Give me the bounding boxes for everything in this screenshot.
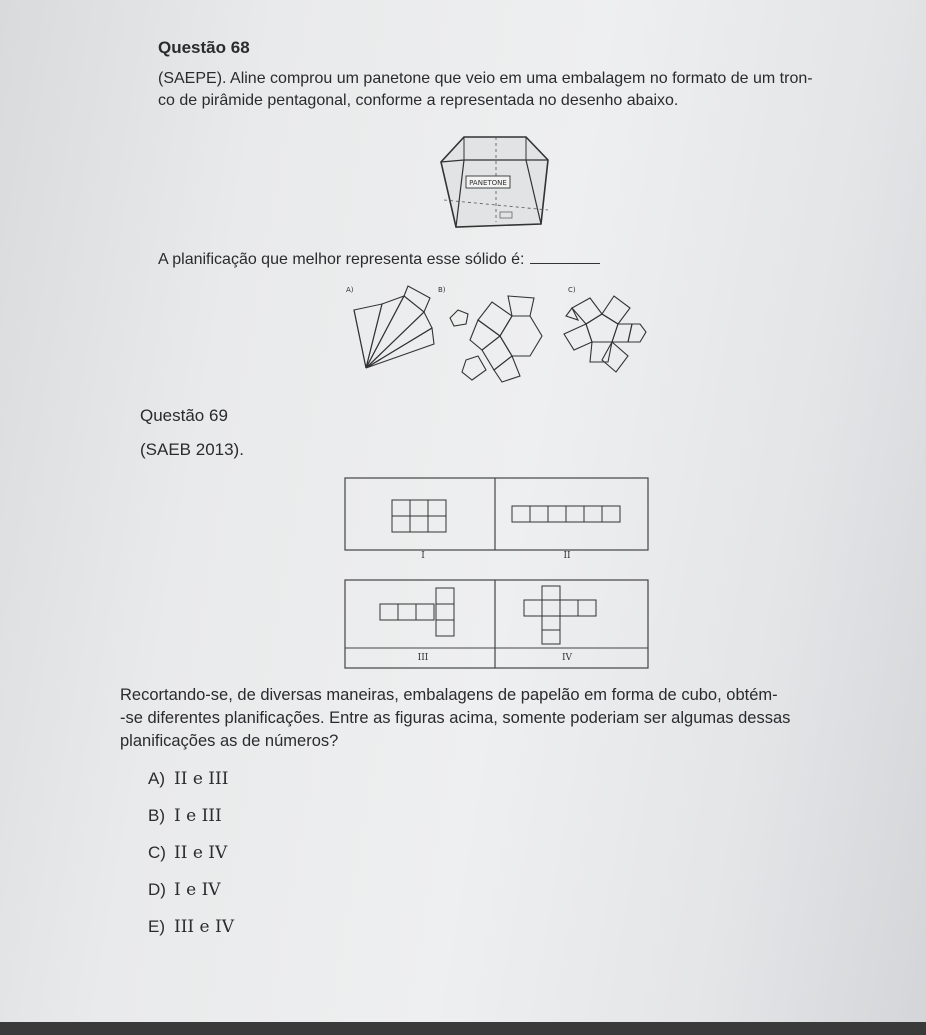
panel-III-label: III [417,653,429,663]
frustum-figure [436,132,556,237]
option-letter: A) [148,768,165,788]
net-a [354,286,434,368]
question-68-line-1: (SAEPE). Aline comprou um panetone que veio em uma embalagem no formato de um tron- [158,70,813,87]
question-69-line-1: Recortando-se, de diversas maneiras, embalagens de papelão em forma de cubo, obtém- [120,686,778,704]
option-text: I e IV [174,879,221,900]
option-d[interactable] [148,871,234,908]
option-letter: C) [148,842,166,862]
prompt-text: A planificação que melhor representa esse sólido é: [158,251,525,268]
panel-IV-label: IV [561,653,573,663]
panel-II-label: II [563,551,571,561]
option-a[interactable] [148,760,234,797]
answer-blank [530,263,600,264]
question-69-line-2: -se diferentes planificações. Entre as figuras acima, somente poderiam ser algumas dessas [120,709,791,727]
question-69-title: Questão 69 [140,406,228,425]
option-text: II e IV [174,842,228,863]
option-text: II e III [174,768,229,789]
question-68-line-2: co de pirâmide pentagonal, conforme a representada no desenho abaixo. [158,92,679,109]
net-b-label: B) [438,286,446,294]
question-69-line-3: planificações as de números? [120,732,339,750]
cube-nets-figure [340,476,660,672]
net-a-label: A) [346,286,354,294]
option-letter: D) [148,879,166,899]
net-c [564,296,646,372]
option-letter: E) [148,916,165,936]
question-69-source: (SAEB 2013). [140,440,244,459]
option-text: III e IV [174,916,235,937]
option-c[interactable] [148,834,234,871]
net-IV [524,586,596,644]
option-e[interactable] [148,908,234,945]
net-III [380,588,454,636]
net-I [392,500,446,532]
net-b [450,296,542,382]
panel-I-label: I [421,551,425,561]
option-b[interactable] [148,797,234,834]
answer-options [148,760,234,945]
panetone-label: PANETONE [469,179,507,187]
option-letter: B) [148,805,165,825]
question-68-title: Questão 68 [158,38,250,57]
table-edge [0,1022,926,1035]
nets-figure [340,280,670,390]
question-68-prompt [158,249,600,271]
net-II [512,506,620,522]
option-text: I e III [174,805,222,826]
net-c-label: C) [568,286,576,294]
